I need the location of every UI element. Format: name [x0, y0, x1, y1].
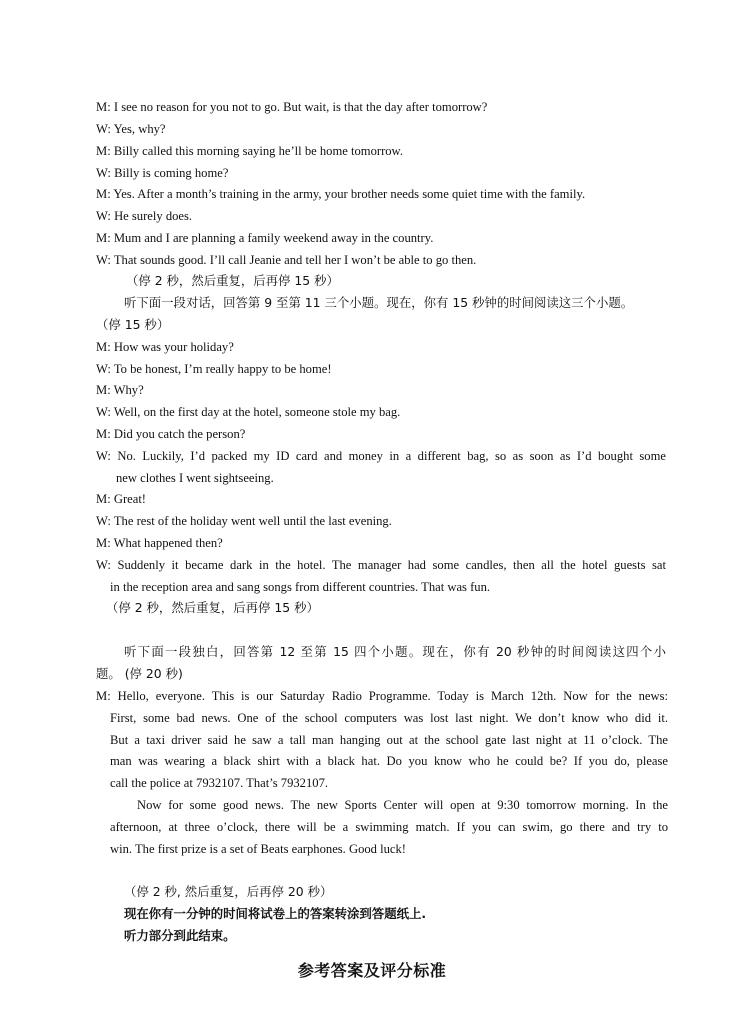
- monologue-line: man was wearing a black shirt with a black hat. Do you know who he could be? If you do, please: [110, 754, 668, 768]
- dialogue-line: W: Well, on the first day at the hotel, someone stole my bag.: [96, 405, 401, 419]
- pause-instruction: （停 2 秒，然后重复，后再停 15 秒）: [106, 600, 319, 615]
- section-intro: 听下面一段对话，回答第 9 至第 11 三个小题。现在，你有 15 秒钟的时间阅读这三个小题。: [124, 295, 634, 310]
- pause-instruction: （停 2 秒，然后重复，后再停 15 秒）: [126, 273, 339, 288]
- monologue-line: M: Hello, everyone. This is our Saturday Radio Programme. Today is March 12th. Now for the news:: [96, 689, 668, 703]
- dialogue-line: W: Yes, why?: [96, 122, 166, 136]
- dialogue-line: M: What happened then?: [96, 536, 223, 550]
- monologue-line: First, some bad news. One of the school computers was lost last night. We don’t know who did it.: [110, 711, 668, 725]
- dialogue-line-continued: in the reception area and sang songs from different countries. That was fun.: [110, 580, 491, 594]
- section-intro-pause: 题。 (停 20 秒): [96, 666, 183, 681]
- dialogue-line: M: Great!: [96, 492, 147, 506]
- dialogue-line: M: I see no reason for you not to go. But wait, is that the day after tomorrow?: [96, 100, 488, 114]
- closing-instruction: 现在你有一分钟的时间将试卷上的答案转涂到答题纸上.: [124, 906, 427, 921]
- section-intro-pause: （停 15 秒）: [96, 317, 170, 332]
- monologue-line: But a taxi driver said he saw a tall man hanging out at the school gate last night at 11 o’clock. The: [110, 733, 668, 747]
- dialogue-line: W: He surely does.: [96, 209, 193, 223]
- monologue-line: afternoon, at three o’clock, there will be a swimming match. If you can swim, go there and try to: [110, 820, 668, 834]
- dialogue-line: M: Billy called this morning saying he’ll be home tomorrow.: [96, 144, 403, 158]
- dialogue-line: W: The rest of the holiday went well until the last evening.: [96, 514, 392, 528]
- dialogue-line: M: Yes. After a month’s training in the army, your brother needs some quiet time with the family.: [96, 187, 586, 201]
- dialogue-line: W: That sounds good. I’ll call Jeanie and tell her I won’t be able to go then.: [96, 253, 477, 267]
- closing-end-note: 听力部分到此结束。: [124, 928, 236, 943]
- dialogue-line-continued: new clothes I went sightseeing.: [116, 471, 274, 485]
- answer-key-title: 参考答案及评分标准: [297, 961, 447, 980]
- dialogue-line: M: Did you catch the person?: [96, 427, 246, 441]
- monologue-line: call the police at 7932107. That’s 7932107.: [110, 776, 329, 790]
- monologue-line: win. The first prize is a set of Beats earphones. Good luck!: [110, 842, 406, 856]
- dialogue-line: W: No. Luckily, I’d packed my ID card and money in a different bag, so as soon as I’d bought some: [96, 449, 666, 463]
- dialogue-line: M: Why?: [96, 383, 144, 397]
- pause-instruction: （停 2 秒, 然后重复，后再停 20 秒）: [124, 884, 333, 899]
- section-intro: 听下面一段独白，回答第 12 至第 15 四个小题。现在，你有 20 秒钟的时间阅读这四个小: [124, 644, 666, 659]
- dialogue-line: W: To be honest, I’m really happy to be home!: [96, 362, 332, 376]
- dialogue-line: M: Mum and I are planning a family weekend away in the country.: [96, 231, 434, 245]
- dialogue-line: W: Billy is coming home?: [96, 166, 229, 180]
- monologue-line: Now for some good news. The new Sports Center will open at 9:30 tomorrow morning. In the: [137, 798, 668, 812]
- dialogue-line: W: Suddenly it became dark in the hotel. The manager had some candles, then all the hotel guests sat: [96, 558, 666, 572]
- dialogue-line: M: How was your holiday?: [96, 340, 234, 354]
